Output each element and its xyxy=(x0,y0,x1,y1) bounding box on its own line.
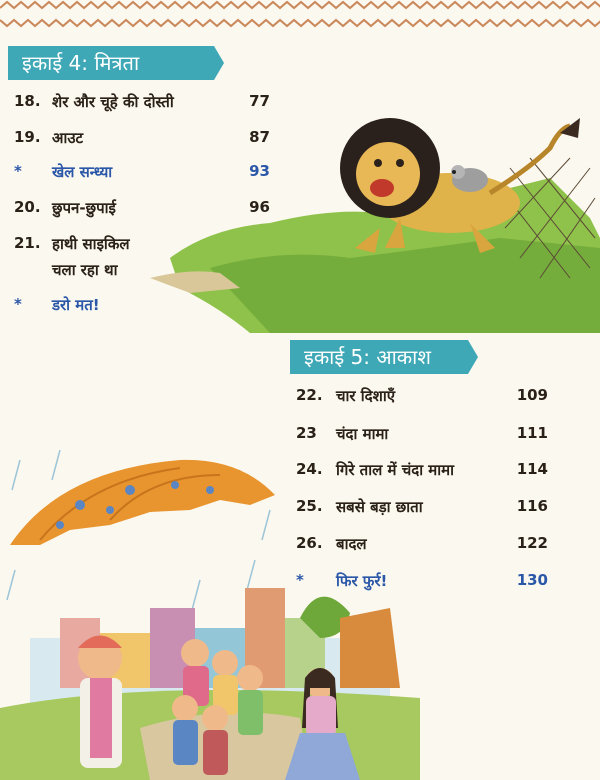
lion-and-mouse-illustration xyxy=(150,108,600,333)
entry-title: आउट xyxy=(52,129,84,147)
entry-page: 111 xyxy=(516,424,548,442)
entry-number: 22. xyxy=(296,386,323,404)
unit-4-heading xyxy=(8,46,214,80)
entry-page: 122 xyxy=(516,534,548,552)
entry-title: हाथी साइकिल xyxy=(52,235,130,253)
entry-page: 109 xyxy=(516,386,548,404)
entry-page: 93 xyxy=(249,162,270,180)
entry-number: 18. xyxy=(14,92,41,110)
toc-entry[interactable] xyxy=(296,424,548,446)
entry-number: 21. xyxy=(14,234,41,252)
entry-title: चंदा मामा xyxy=(336,425,389,443)
unit-5-heading xyxy=(290,340,468,374)
entry-title: बादल xyxy=(336,535,367,553)
entry-number: 20. xyxy=(14,198,41,216)
toc-entry[interactable] xyxy=(296,497,548,519)
toc-entry[interactable] xyxy=(296,534,548,556)
entry-number: * xyxy=(14,295,22,313)
unit-4-heading-text: इकाई 4: मित्रता xyxy=(22,51,140,75)
entry-number: 19. xyxy=(14,128,41,146)
decorative-top-border xyxy=(0,0,600,30)
entry-page: 116 xyxy=(516,497,548,515)
toc-entry[interactable] xyxy=(296,386,548,408)
children-in-village-illustration xyxy=(0,578,420,780)
entry-page: 77 xyxy=(249,92,270,110)
entry-title: गिरे ताल में चंदा मामा xyxy=(336,461,455,479)
entry-title: फिर फुर्र! xyxy=(336,572,388,590)
entry-page: 130 xyxy=(516,571,548,589)
entry-title: खेल सन्ध्या xyxy=(52,163,113,181)
entry-number: 23 xyxy=(296,424,317,442)
entry-title-line2: चला रहा था xyxy=(52,261,118,279)
unit-5-heading-text: इकाई 5: आकाश xyxy=(304,345,431,369)
entry-number: 25. xyxy=(296,497,323,515)
entry-number: 26. xyxy=(296,534,323,552)
entry-page: 87 xyxy=(249,128,270,146)
entry-page: 114 xyxy=(516,460,548,478)
toc-entry[interactable] xyxy=(296,460,548,482)
entry-title: शेर और चूहे की दोस्ती xyxy=(52,93,174,111)
entry-title: चार दिशाएँ xyxy=(336,387,395,405)
entry-title: छुपन-छुपाई xyxy=(52,199,116,217)
entry-number: * xyxy=(14,162,22,180)
entry-title: सबसे बड़ा छाता xyxy=(336,498,423,516)
entry-title: डरो मत! xyxy=(52,296,100,314)
entry-number: * xyxy=(296,571,304,589)
entry-number: 24. xyxy=(296,460,323,478)
entry-page: 96 xyxy=(249,198,270,216)
